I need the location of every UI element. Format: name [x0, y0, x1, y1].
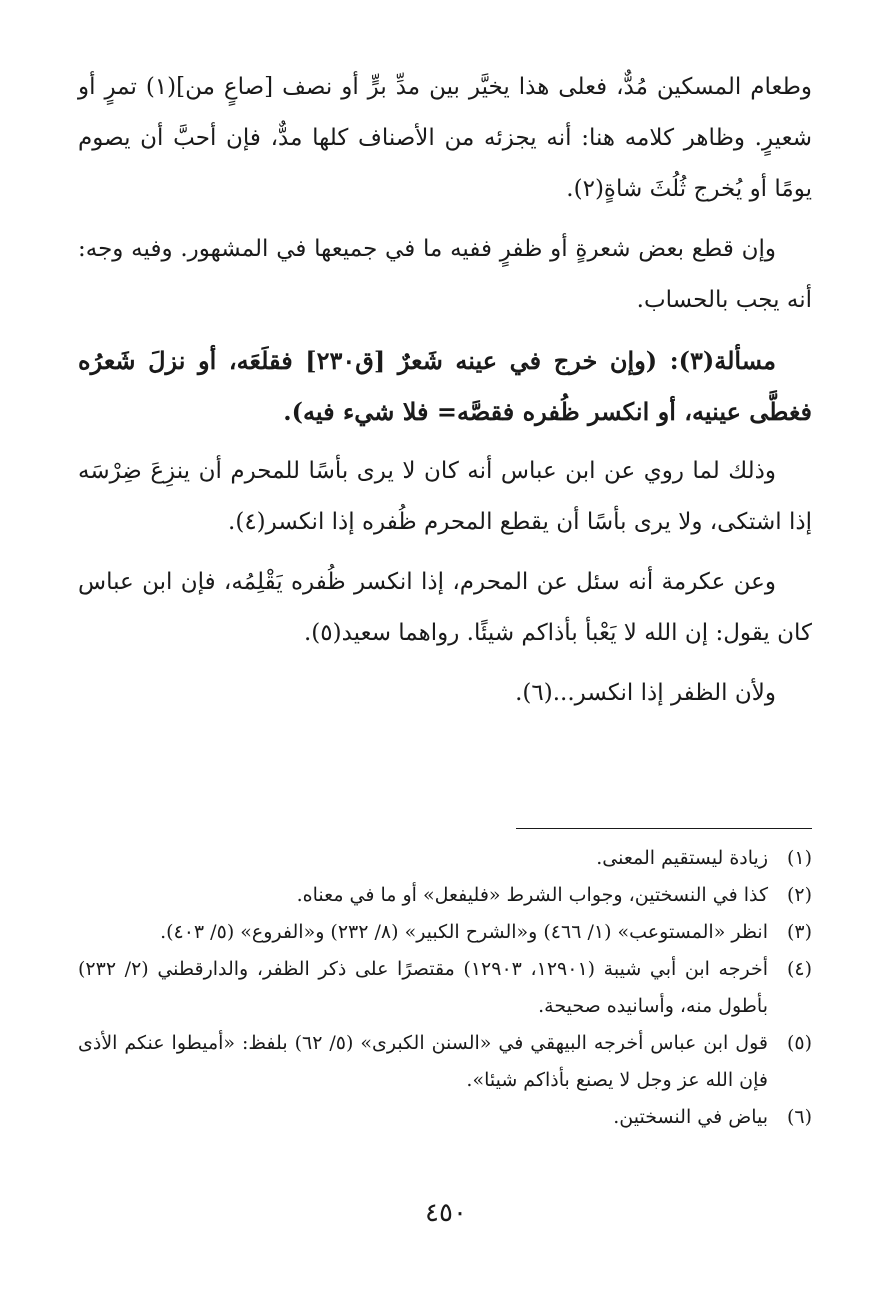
paragraph-2: وإن قطع بعض شعرةٍ أو ظفرٍ ففيه ما في جميعها في المشهور. وفيه وجه: أنه يجب بالحساب. — [78, 236, 812, 313]
page-number: ٤٥٠ — [425, 1198, 467, 1228]
issue-paragraph: مسألة(٣): (وإن خرج في عينه شَعرٌ [ق٢٣٠] فقلَعَه، أو نزلَ شَعرُه فغطَّى عينيه، أو انكسر ظُفره فقصَّه= فلا شيء فيه). — [78, 346, 812, 426]
footnote-number: (٦) — [786, 1106, 812, 1128]
footnote-text: كذا في النسختين، وجواب الشرط «فليفعل» أو ما في معناه. — [296, 884, 768, 906]
footnote-item — [78, 877, 812, 914]
footnote-item — [78, 914, 812, 951]
footnote-divider — [516, 828, 812, 829]
paragraph-5: ولأن الظفر إذا انكسر...(٦). — [515, 680, 776, 706]
paragraph-4: وعن عكرمة أنه سئل عن المحرم، إذا انكسر ظُفره يَقْلِمُه، فإن ابن عباس كان يقول: إن الله لا يَعْبأ بأذاكم شيئًا. رواهما سعيد(٥). — [78, 569, 812, 646]
footnote-text: انظر «المستوعب» (١/ ٤٦٦) و«الشرح الكبير» (٨/ ٢٣٢) و«الفروع» (٥/ ٤٠٣). — [160, 921, 768, 943]
footnote-item — [78, 951, 812, 1025]
paragraph-3: وذلك لما روي عن ابن عباس أنه كان لا يرى بأسًا للمحرم أن ينزِعَ ضِرْسَه إذا اشتكى، ولا يرى بأسًا أن يقطع المحرم ظُفره إذا انكسر(٤). — [78, 458, 812, 535]
footnote-number: (١) — [786, 847, 812, 869]
footnote-text: زيادة ليستقيم المعنى. — [596, 847, 768, 869]
footnote-number: (٤) — [786, 958, 812, 980]
main-text — [78, 62, 812, 728]
footnote-item — [78, 1025, 812, 1099]
footnote-text: أخرجه ابن أبي شيبة (١٢٩٠١، ١٢٩٠٣) مقتصرًا على ذكر الظفر، والدارقطني (٢/ ٢٣٢) بأطول منه، وأسانيده صحيحة. — [78, 958, 768, 1017]
footnote-item — [78, 840, 812, 877]
footnote-text: قول ابن عباس أخرجه البيهقي في «السنن الكبرى» (٥/ ٦٢) بلفظ: «أميطوا عنكم الأذى فإن الله عز وجل لا يصنع بأذاكم شيئا». — [78, 1032, 768, 1091]
footnotes — [78, 840, 812, 1136]
footnote-number: (٣) — [786, 921, 812, 943]
paragraph-1: وطعام المسكين مُدٌّ، فعلى هذا يخيَّر بين مدِّ برٍّ أو نصف [صاعٍ من](١) تمرٍ أو شعيرٍ. وظاهر كلامه هنا: أنه يجزئه من الأصناف كلها مدٌّ، فإن أحبَّ أن يصوم يومًا أو يُخرج ثُلُثَ شاةٍ(٢). — [78, 74, 813, 202]
footnote-item — [78, 1099, 812, 1136]
footnote-number: (٥) — [786, 1032, 812, 1054]
footnote-number: (٢) — [786, 884, 812, 906]
footnote-text: بياض في النسختين. — [613, 1106, 768, 1128]
